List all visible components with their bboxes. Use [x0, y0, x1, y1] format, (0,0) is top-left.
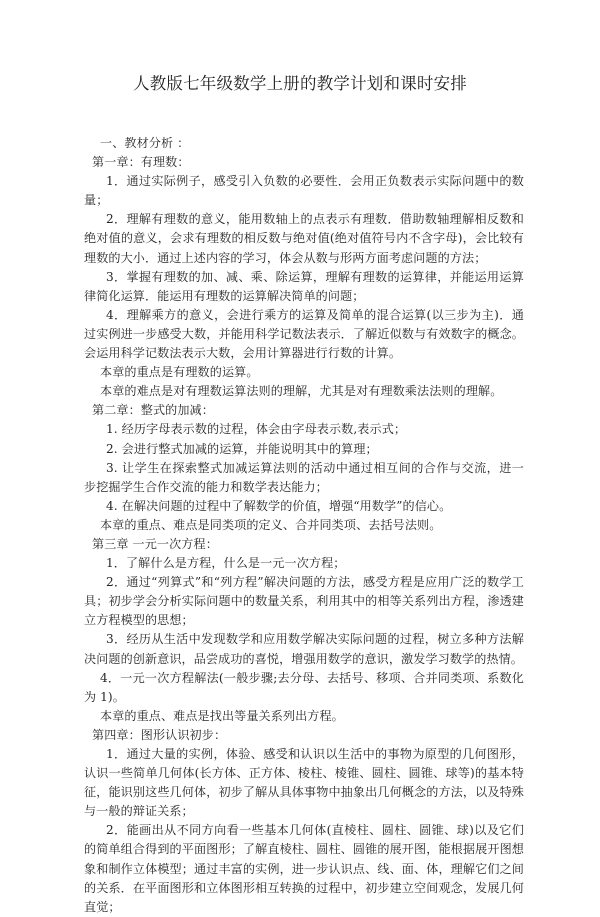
paragraph: 4．理解乘方的意义，会进行乘方的运算及简单的混合运算(以三步为主)．通过实例进一步感受大数，并能用科学记数法表示．了解近似数与有效数字的概念。会运用科学记数法表示大数，会用计算器进行行数的计算。 [84, 307, 524, 361]
paragraph: 1．了解什么是方程，什么是一元一次方程； [106, 556, 346, 571]
paragraph: 4. 在解决问题的过程中了解数学的价值，增强“用数学”的信心。 [106, 498, 452, 513]
paragraph: 3. 让学生在探索整式加减运算法则的活动中通过相互间的合作与交流，进一步挖掘学生合作交流的能力和数学表达能力； [84, 460, 524, 494]
document-body [84, 134, 524, 917]
chapter-heading: 第三章 一元一次方程： [92, 536, 218, 551]
document-title: 人教版七年级数学上册的教学计划和课时安排 [133, 74, 467, 93]
paragraph: 本章的重点、难点是找出等量关系列出方程。 [100, 708, 344, 723]
chapter-heading: 第一章：有理数： [92, 155, 190, 170]
paragraph: 3．掌握有理数的加、减、乘、除运算，理解有理数的运算律，并能运用运算律简化运算．能运用有理数的运算解决简单的问题； [84, 269, 524, 303]
section-heading: 一、教材分析 ： [100, 136, 190, 150]
paragraph: 1．通过大量的实例，体验、感受和认识以生活中的事物为原型的几何图形，认识一些简单几何体(长方体、正方体、棱柱、棱锥、圆柱、圆锥、球等)的基本特征，能识别这些几何体，初步了解从具体事物中抽象出几何概念的方法，以及特殊与一般的辩证关系； [84, 747, 524, 819]
paragraph: 1. 经历字母表示数的过程，体会由字母表示数,表示式； [106, 422, 407, 437]
paragraph: 2. 会进行整式加减的运算，并能说明其中的算理； [106, 441, 378, 456]
paragraph: 1．通过实际例子，感受引入负数的必要性．会用正负数表示实际问题中的数量； [84, 174, 524, 208]
paragraph: 4．一元一次方程解法(一般步骤;去分母、去括号、移项、合并同类项、系数化为 1)。 [84, 670, 524, 704]
chapter-heading: 第二章：整式的加减： [92, 403, 214, 418]
paragraph: 2．理解有理数的意义，能用数轴上的点表示有理数．借助数轴理解相反数和绝对值的意义，会求有理数的相反数与绝对值(绝对值符号内不含字母)，会比较有理数的大小．通过上述内容的学习，体会从数与形两方面考虑问题的方法； [84, 212, 524, 265]
paragraph: 本章的重点、难点是同类项的定义、合并同类项、去括号法则。 [100, 517, 442, 532]
paragraph: 2．通过“列算式”和“列方程”解决问题的方法，感受方程是应用广泛的数学工具；初步学会分析实际问题中的数量关系，利用其中的相等关系列出方程，渗透建立方程模型的思想； [84, 575, 524, 628]
chapter-heading: 第四章：图形认识初步： [92, 727, 227, 742]
paragraph: 本章的重点是有理数的运算。 [100, 365, 259, 380]
paragraph: 3．经历从生活中发现数学和应用数学解决实际问题的过程，树立多种方法解决问题的创新意识，品尝成功的喜悦，增强用数学的意识，激发学习数学的热情。 [84, 632, 524, 666]
paragraph: 本章的难点是对有理数运算法则的理解，尤其是对有理数乘法法则的理解。 [100, 384, 503, 399]
paragraph: 2．能画出从不同方向看一些基本几何体(直棱柱、圆柱、圆锥、球)以及它们的简单组合得到的平面图形；了解直棱柱、圆柱、圆锥的展开图，能根据展开图想象和制作立体模型；通过丰富的实例，进一步认识点、线、面、体，理解它们之间的关系．在平面图形和立体图形相互转换的过程中，初步建立空间观念，发展几何直觉； [84, 823, 524, 914]
